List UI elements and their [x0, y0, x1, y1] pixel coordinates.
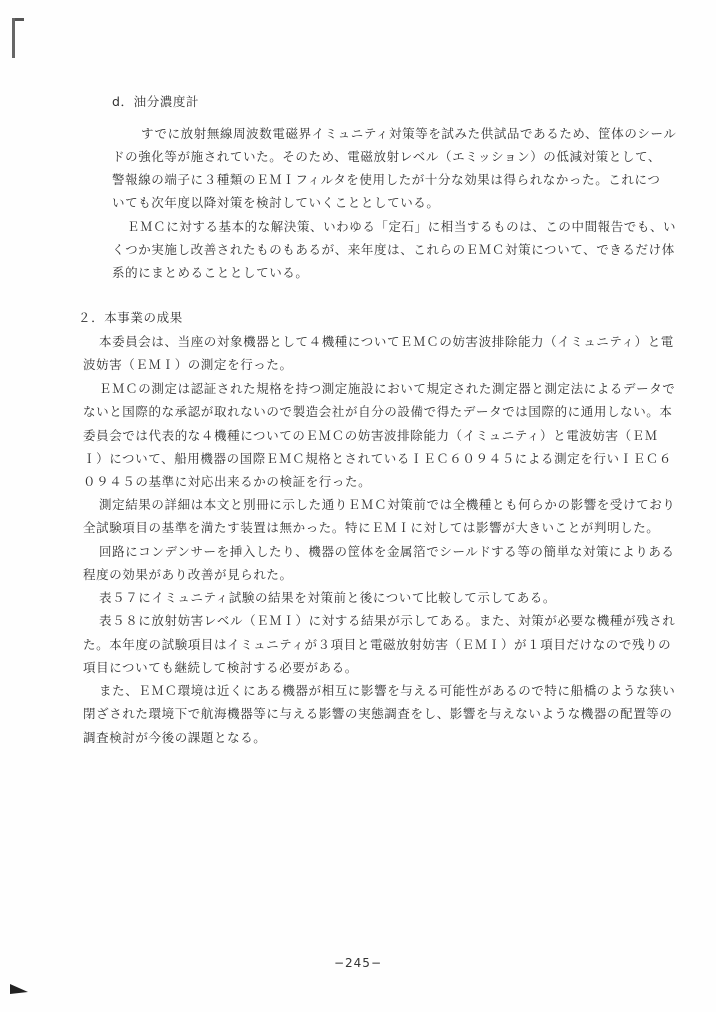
section-2-line: ＥＭＣの測定は認証された規格を持つ測定施設において規定された測定器と測定法によるデータで — [99, 381, 676, 396]
section-2-line: 表５８に放射妨害レベル（ＥＭＩ）に対する結果が示してある。また、対策が必要な機種が残され — [99, 613, 676, 628]
section-2-line: た。本年度の試験項目はイミュニティが３項目と電磁放射妨害（ＥＭＩ）が１項目だけなので残りの — [83, 637, 672, 652]
section-2-line: 調査検討が今後の課題となる。 — [83, 730, 267, 745]
scan-corner-mark — [10, 980, 30, 996]
section-d-line: いても次年度以降対策を検討していくこととしている。 — [112, 195, 440, 210]
section-d-line: くつか実施し改善されたものもあるが、来年度は、これらのＥＭＣ対策について、できるだけ体 — [112, 242, 675, 257]
section-d-heading: d．油分濃度計 — [112, 94, 200, 109]
section-2-line: 委員会では代表的な４機種についてのＥＭＣの妨害波排除能力（イミュニティ）と電波妨害（ＥＭ — [83, 428, 658, 443]
section-d-line: ドの強化等が施されていた。そのため、電磁放射レベル（エミッション）の低減対策として、 — [112, 149, 661, 164]
section-2-line: 項目についても継続して検討する必要がある。 — [83, 660, 358, 675]
section-2-line: Ｉ）について、船用機器の国際ＥＭＣ規格とされているＩＥＣ６０９４５による測定を行いＩＥＣ６ — [83, 451, 673, 466]
section-2-line: 閉ざされた環境下で航海機器等に与える影響の実態調査をし、影響を与えないような機器の配置等の — [83, 706, 673, 721]
section-2-line: 全試験項目の基準を満たす装置は無かった。特にＥＭＩに対しては影響が大きいことが判明した。 — [83, 520, 660, 535]
section-d-line: すでに放射無線周波数電磁界イミュニティ対策等を試みた供試品であるため、筐体のシール — [141, 126, 677, 141]
section-2-line: 表５７にイミュニティ試験の結果を対策前と後について比較して示してある。 — [99, 590, 557, 605]
section-d-line: ＥＭＣに対する基本的な解決策、いわゆる「定石」に相当するものは、この中間報告でも、い — [127, 219, 677, 234]
section-2-line: ０９４５の基準に対応出来るかの検証を行った。 — [83, 474, 372, 489]
section-2-line: ないと国際的な承認が取れないので製造会社が自分の設備で得たデータでは国際的に通用しない。本 — [83, 404, 673, 419]
section-2-line: 測定結果の詳細は本文と別冊に示した通りＥＭＣ対策前では全機種とも何らかの影響を受けており — [99, 497, 676, 512]
section-2-line: 回路にコンデンサーを挿入したり、機器の筐体を金属箔でシールドする等の簡単な対策によりある — [99, 544, 675, 559]
page-number: −245− — [333, 956, 382, 970]
section-d-line: 警報線の端子に３種類のＥＭＩフィルタを使用したが十分な効果は得られなかった。これにつ — [112, 172, 661, 187]
section-2-line: 程度の効果があり改善が見られた。 — [83, 567, 293, 582]
section-2-heading: ２．本事業の成果 — [78, 310, 183, 325]
section-2-line: 本委員会は、当座の対象機器として４機種についてＥＭＣの妨害波排除能力（イミュニティ）と電 — [99, 334, 674, 349]
section-2-line: また、ＥＭＣ環境は近くにある機器が相互に影響を与える可能性があるので特に船橋のような狭い — [99, 683, 676, 698]
section-d-line: 系的にまとめることとしている。 — [112, 265, 309, 280]
section-2-line: 波妨害（ＥＭＩ）の測定を行った。 — [83, 357, 293, 372]
scan-corner-mark — [12, 18, 24, 58]
